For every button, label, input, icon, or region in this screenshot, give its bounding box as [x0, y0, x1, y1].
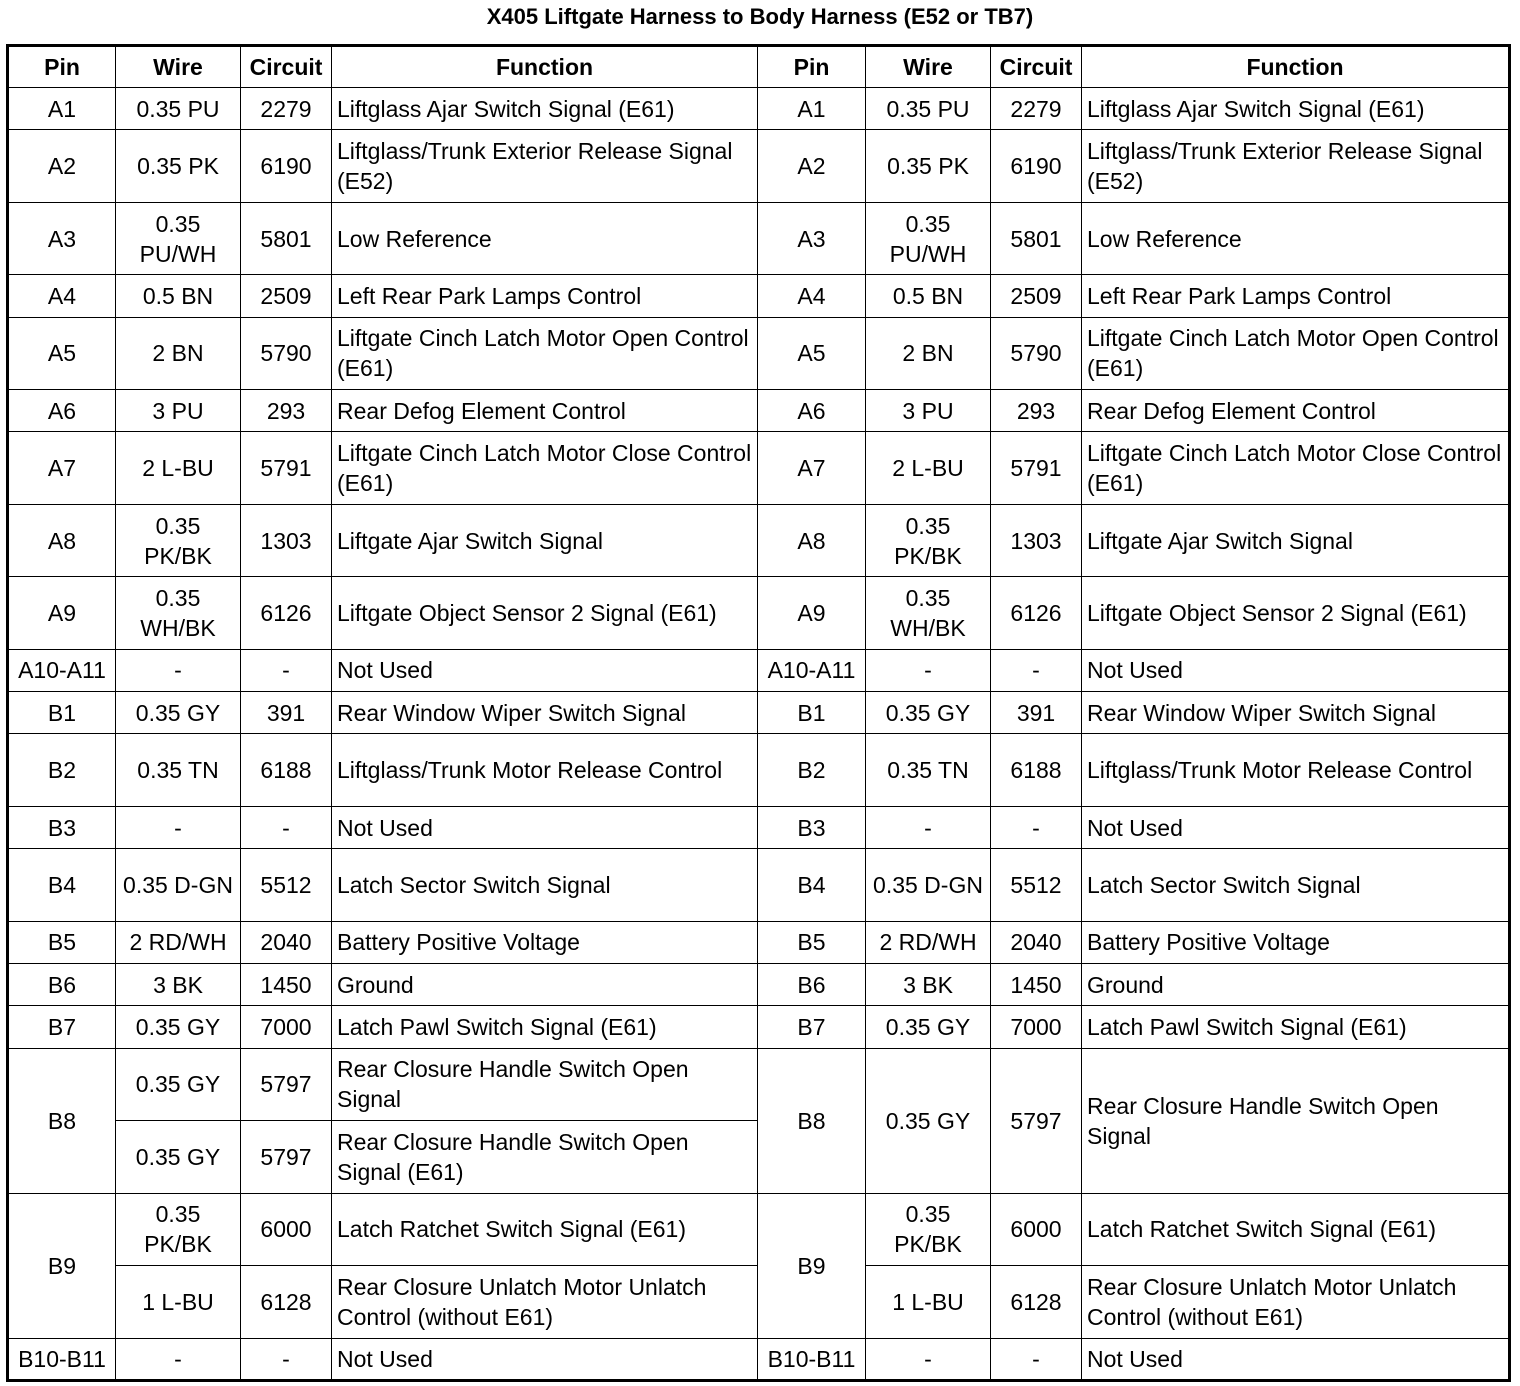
pin-cell: A9 — [758, 577, 866, 650]
wire-cell: 3 BK — [866, 963, 991, 1005]
circuit-cell: 5797 — [991, 1048, 1082, 1193]
wire-cell: 0.35 GY — [866, 1006, 991, 1048]
wire-cell: 3 PU — [866, 390, 991, 432]
circuit-cell: 5797 — [241, 1121, 332, 1194]
wire-cell: 0.35 GY — [116, 1121, 241, 1194]
function-cell: Liftgate Cinch Latch Motor Close Control (E61) — [332, 432, 758, 505]
circuit-cell: 5790 — [991, 317, 1082, 390]
wire-cell: 0.35 PK — [116, 130, 241, 203]
pin-cell: B10-B11 — [758, 1338, 866, 1380]
pinout-table — [6, 44, 1511, 1382]
table-row — [8, 1006, 1510, 1048]
wire-cell: 0.35 WH/BK — [866, 577, 991, 650]
wire-cell: 0.35 GY — [866, 692, 991, 734]
wire-cell: 0.35 PK/BK — [116, 504, 241, 577]
function-cell: Left Rear Park Lamps Control — [332, 275, 758, 317]
wire-cell: 0.5 BN — [116, 275, 241, 317]
pin-cell: A1 — [758, 88, 866, 130]
header-function: Function — [1082, 46, 1510, 88]
header-wire: Wire — [866, 46, 991, 88]
wire-cell: 0.35 PU/WH — [866, 202, 991, 275]
function-cell: Liftglass/Trunk Motor Release Control — [1082, 734, 1510, 807]
pin-cell: A8 — [8, 504, 116, 577]
pin-cell: A5 — [8, 317, 116, 390]
function-cell: Rear Defog Element Control — [332, 390, 758, 432]
circuit-cell: 7000 — [991, 1006, 1082, 1048]
circuit-cell: - — [241, 649, 332, 691]
function-cell: Low Reference — [1082, 202, 1510, 275]
wire-cell: 0.35 PU/WH — [116, 202, 241, 275]
pin-cell: B4 — [8, 849, 116, 922]
circuit-cell: - — [991, 806, 1082, 848]
wire-cell: 0.35 TN — [116, 734, 241, 807]
pin-cell: A10-A11 — [8, 649, 116, 691]
function-cell: Ground — [332, 963, 758, 1005]
circuit-cell: 6000 — [991, 1193, 1082, 1266]
function-cell: Liftgate Ajar Switch Signal — [1082, 504, 1510, 577]
function-cell: Rear Closure Unlatch Motor Unlatch Control (without E61) — [1082, 1266, 1510, 1339]
function-cell: Liftgate Cinch Latch Motor Open Control (E61) — [1082, 317, 1510, 390]
table-row — [8, 692, 1510, 734]
pin-cell: B1 — [8, 692, 116, 734]
wire-cell: 0.35 GY — [116, 1048, 241, 1121]
circuit-cell: - — [991, 1338, 1082, 1380]
function-cell: Latch Pawl Switch Signal (E61) — [1082, 1006, 1510, 1048]
pin-cell: B10-B11 — [8, 1338, 116, 1380]
wire-cell: 0.35 TN — [866, 734, 991, 807]
pin-cell: B2 — [8, 734, 116, 807]
wire-cell: - — [116, 1338, 241, 1380]
function-cell: Rear Window Wiper Switch Signal — [332, 692, 758, 734]
circuit-cell: 2040 — [241, 921, 332, 963]
circuit-cell: 293 — [241, 390, 332, 432]
pin-cell: B7 — [758, 1006, 866, 1048]
function-cell: Low Reference — [332, 202, 758, 275]
wire-cell: 0.35 PK/BK — [866, 1193, 991, 1266]
circuit-cell: - — [241, 1338, 332, 1380]
circuit-cell: 2509 — [991, 275, 1082, 317]
header-circuit: Circuit — [241, 46, 332, 88]
table-row — [8, 849, 1510, 922]
circuit-cell: 6128 — [991, 1266, 1082, 1339]
wire-cell: 1 L-BU — [116, 1266, 241, 1339]
function-cell: Ground — [1082, 963, 1510, 1005]
circuit-cell: 293 — [991, 390, 1082, 432]
wire-cell: - — [116, 806, 241, 848]
wire-cell: - — [866, 649, 991, 691]
table-row — [8, 921, 1510, 963]
circuit-cell: 5512 — [991, 849, 1082, 922]
wire-cell: 2 RD/WH — [116, 921, 241, 963]
circuit-cell: 5801 — [241, 202, 332, 275]
wire-cell: 0.5 BN — [866, 275, 991, 317]
pin-cell: A2 — [758, 130, 866, 203]
pin-cell: B6 — [758, 963, 866, 1005]
table-body — [8, 88, 1510, 1381]
pin-cell: B5 — [758, 921, 866, 963]
wire-cell: 0.35 PK/BK — [866, 504, 991, 577]
table-row — [8, 432, 1510, 505]
wire-cell: 0.35 PK/BK — [116, 1193, 241, 1266]
table-row — [8, 275, 1510, 317]
header-row — [8, 46, 1510, 88]
circuit-cell: 5791 — [241, 432, 332, 505]
wire-cell: 2 L-BU — [866, 432, 991, 505]
function-cell: Battery Positive Voltage — [332, 921, 758, 963]
function-cell: Not Used — [1082, 806, 1510, 848]
function-cell: Rear Defog Element Control — [1082, 390, 1510, 432]
wire-cell: 2 BN — [866, 317, 991, 390]
pin-cell: B8 — [758, 1048, 866, 1193]
function-cell: Liftgate Object Sensor 2 Signal (E61) — [332, 577, 758, 650]
circuit-cell: 2279 — [991, 88, 1082, 130]
header-pin: Pin — [758, 46, 866, 88]
circuit-cell: 2040 — [991, 921, 1082, 963]
function-cell: Not Used — [1082, 1338, 1510, 1380]
wire-cell: 0.35 PU — [866, 88, 991, 130]
pin-cell: A6 — [8, 390, 116, 432]
function-cell: Liftglass Ajar Switch Signal (E61) — [332, 88, 758, 130]
table-row — [8, 963, 1510, 1005]
pin-cell: B3 — [8, 806, 116, 848]
header-function: Function — [332, 46, 758, 88]
pin-cell: B1 — [758, 692, 866, 734]
circuit-cell: 6126 — [991, 577, 1082, 650]
circuit-cell: 6126 — [241, 577, 332, 650]
function-cell: Liftgate Cinch Latch Motor Close Control (E61) — [1082, 432, 1510, 505]
circuit-cell: - — [241, 806, 332, 848]
pin-cell: B7 — [8, 1006, 116, 1048]
circuit-cell: - — [991, 649, 1082, 691]
pin-cell: A4 — [8, 275, 116, 317]
function-cell: Liftglass Ajar Switch Signal (E61) — [1082, 88, 1510, 130]
circuit-cell: 1450 — [241, 963, 332, 1005]
wire-cell: 2 BN — [116, 317, 241, 390]
circuit-cell: 6128 — [241, 1266, 332, 1339]
function-cell: Latch Sector Switch Signal — [1082, 849, 1510, 922]
header-pin: Pin — [8, 46, 116, 88]
function-cell: Latch Ratchet Switch Signal (E61) — [1082, 1193, 1510, 1266]
table-row — [8, 806, 1510, 848]
pin-cell: B4 — [758, 849, 866, 922]
pin-cell: A1 — [8, 88, 116, 130]
table-row — [8, 504, 1510, 577]
table-row — [8, 1193, 1510, 1266]
function-cell: Not Used — [332, 649, 758, 691]
function-cell: Liftgate Cinch Latch Motor Open Control (E61) — [332, 317, 758, 390]
circuit-cell: 6190 — [241, 130, 332, 203]
wire-cell: 1 L-BU — [866, 1266, 991, 1339]
function-cell: Rear Window Wiper Switch Signal — [1082, 692, 1510, 734]
wire-cell: 0.35 PU — [116, 88, 241, 130]
wire-cell: 0.35 PK — [866, 130, 991, 203]
table-row — [8, 390, 1510, 432]
pin-cell: A8 — [758, 504, 866, 577]
pin-cell: B9 — [8, 1193, 116, 1338]
wire-cell: 2 RD/WH — [866, 921, 991, 963]
table-row — [8, 1338, 1510, 1380]
pin-cell: B3 — [758, 806, 866, 848]
function-cell: Battery Positive Voltage — [1082, 921, 1510, 963]
pin-cell: A9 — [8, 577, 116, 650]
pin-cell: A7 — [758, 432, 866, 505]
circuit-cell: 5801 — [991, 202, 1082, 275]
table-row — [8, 649, 1510, 691]
wire-cell: 0.35 D-GN — [866, 849, 991, 922]
table-row — [8, 734, 1510, 807]
table-row — [8, 317, 1510, 390]
function-cell: Not Used — [332, 1338, 758, 1380]
function-cell: Not Used — [1082, 649, 1510, 691]
pin-cell: A6 — [758, 390, 866, 432]
function-cell: Liftglass/Trunk Exterior Release Signal (E52) — [1082, 130, 1510, 203]
pin-cell: B5 — [8, 921, 116, 963]
circuit-cell: 391 — [241, 692, 332, 734]
table-row — [8, 202, 1510, 275]
table-row — [8, 577, 1510, 650]
function-cell: Not Used — [332, 806, 758, 848]
function-cell: Liftgate Object Sensor 2 Signal (E61) — [1082, 577, 1510, 650]
circuit-cell: 1450 — [991, 963, 1082, 1005]
circuit-cell: 6188 — [241, 734, 332, 807]
circuit-cell: 391 — [991, 692, 1082, 734]
pin-cell: B9 — [758, 1193, 866, 1338]
pin-cell: B2 — [758, 734, 866, 807]
wire-cell: 3 BK — [116, 963, 241, 1005]
pin-cell: A4 — [758, 275, 866, 317]
function-cell: Latch Sector Switch Signal — [332, 849, 758, 922]
header-circuit: Circuit — [991, 46, 1082, 88]
wire-cell: 0.35 GY — [116, 1006, 241, 1048]
circuit-cell: 5791 — [991, 432, 1082, 505]
circuit-cell: 6188 — [991, 734, 1082, 807]
pin-cell: A7 — [8, 432, 116, 505]
function-cell: Left Rear Park Lamps Control — [1082, 275, 1510, 317]
function-cell: Rear Closure Unlatch Motor Unlatch Control (without E61) — [332, 1266, 758, 1339]
circuit-cell: 1303 — [991, 504, 1082, 577]
circuit-cell: 1303 — [241, 504, 332, 577]
wire-cell: - — [866, 806, 991, 848]
function-cell: Liftglass/Trunk Exterior Release Signal (E52) — [332, 130, 758, 203]
wire-cell: 3 PU — [116, 390, 241, 432]
pin-cell: B6 — [8, 963, 116, 1005]
wire-cell: 0.35 GY — [866, 1048, 991, 1193]
function-cell: Liftgate Ajar Switch Signal — [332, 504, 758, 577]
table-row — [8, 88, 1510, 130]
page-title: X405 Liftgate Harness to Body Harness (E52 or TB7) — [486, 4, 1034, 29]
circuit-cell: 6000 — [241, 1193, 332, 1266]
pin-cell: A5 — [758, 317, 866, 390]
function-cell: Liftglass/Trunk Motor Release Control — [332, 734, 758, 807]
pin-cell: A10-A11 — [758, 649, 866, 691]
pin-cell: B8 — [8, 1048, 116, 1193]
wire-cell: 0.35 GY — [116, 692, 241, 734]
header-wire: Wire — [116, 46, 241, 88]
function-cell: Latch Ratchet Switch Signal (E61) — [332, 1193, 758, 1266]
circuit-cell: 5790 — [241, 317, 332, 390]
circuit-cell: 6190 — [991, 130, 1082, 203]
wire-cell: 0.35 WH/BK — [116, 577, 241, 650]
circuit-cell: 7000 — [241, 1006, 332, 1048]
circuit-cell: 5797 — [241, 1048, 332, 1121]
circuit-cell: 2509 — [241, 275, 332, 317]
wire-cell: - — [866, 1338, 991, 1380]
function-cell: Rear Closure Handle Switch Open Signal (E61) — [332, 1121, 758, 1194]
function-cell: Rear Closure Handle Switch Open Signal — [332, 1048, 758, 1121]
table-row — [8, 130, 1510, 203]
wire-cell: 0.35 D-GN — [116, 849, 241, 922]
circuit-cell: 5512 — [241, 849, 332, 922]
circuit-cell: 2279 — [241, 88, 332, 130]
wire-cell: - — [116, 649, 241, 691]
pin-cell: A2 — [8, 130, 116, 203]
function-cell: Rear Closure Handle Switch Open Signal — [1082, 1048, 1510, 1193]
wire-cell: 2 L-BU — [116, 432, 241, 505]
pin-cell: A3 — [758, 202, 866, 275]
pin-cell: A3 — [8, 202, 116, 275]
function-cell: Latch Pawl Switch Signal (E61) — [332, 1006, 758, 1048]
table-row — [8, 1048, 1510, 1121]
